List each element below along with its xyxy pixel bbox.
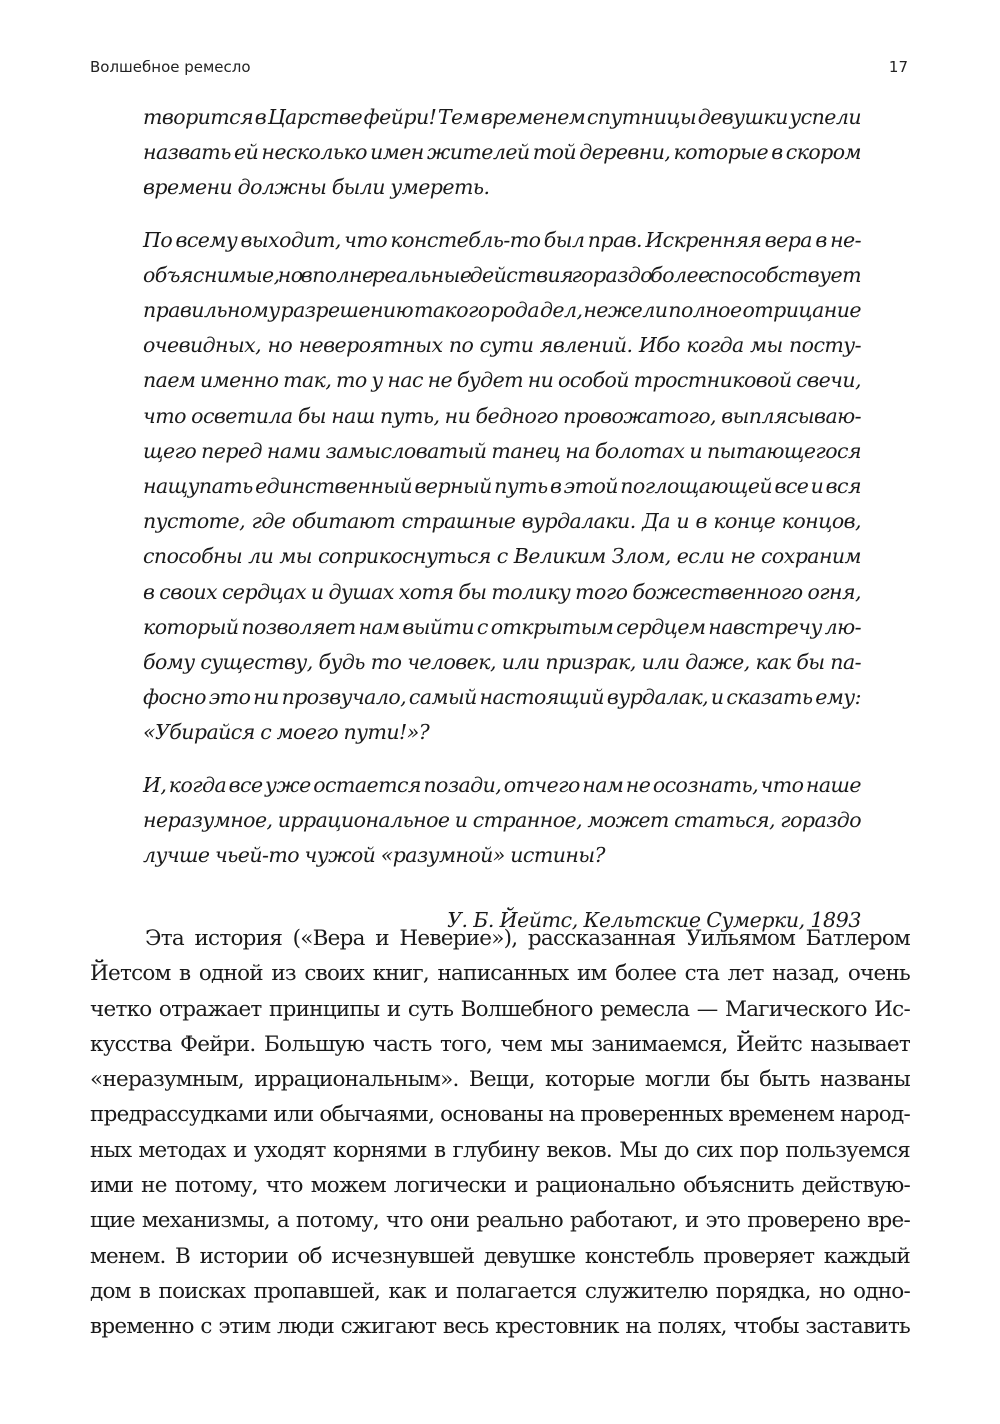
text-line: лучше чьей-то чужой «разумной» истины? [143,843,605,868]
running-head [90,58,908,82]
text-line: объяснимые, но вполне реальные действия гораздо более способствует [143,262,861,287]
text-line: четко отражает принципы и суть Волшебного ремесла — Магического Ис- [90,996,910,1022]
text-line: пустоте, где обитают страшные вурдалаки. Да и в конце концов, [143,509,861,534]
text-line: в своих сердцах и душах хотя бы толику того божественного огня, [143,579,861,604]
text-line: назвать ей несколько имен жителей той деревни, которые в скором [143,140,861,165]
text-line: нащупать единственный верный путь в этой поглощающей все и вся [143,474,861,499]
text-line: творится в Царстве фейри! Тем временем спутницы девушки успели [143,105,861,129]
text-line: ных методах и уходят корнями в глубину веков. Мы до сих пор пользуемся [90,1137,910,1163]
text-line: который позволяет нам выйти с открытым сердцем навстречу лю- [143,614,861,639]
text-line: щие механизмы, а потому, что они реально работают, и это проверено вре- [90,1208,910,1234]
text-line: предрассудками или обычаями, основаны на проверенных временем народ- [90,1102,910,1128]
epigraph-paragraph-3 [143,768,861,874]
text-line: По всему выходит, что констебль-то был прав. Искренняя вера в не- [143,227,861,252]
text-line: времени должны были умереть. [143,175,490,200]
text-line: менем. В истории об исчезнувшей девушке констебль проверяет каждый [90,1243,910,1269]
epigraph-quote [143,100,861,955]
text-line: кусства Фейри. Большую часть того, чем мы занимаемся, Йейтс называет [90,1031,910,1057]
text-line: «неразумным, иррациональным». Вещи, которые могли бы быть названы [90,1067,910,1093]
text-line: паем именно так, то у нас не будет ни особой тростниковой свечи, [143,368,861,393]
text-line: фосно это ни прозвучало, самый настоящий вурдалак, и сказать ему: [143,685,861,710]
body-text [90,921,910,1345]
text-line: дом в поисках пропавшей, как и полагается служителю порядка, но одно- [90,1278,910,1304]
text-line: бому существу, будь то человек, или призрак, или даже, как бы па- [143,650,861,675]
text-line: «Убирайся с моего пути!»? [143,720,430,745]
epigraph-paragraph-2 [143,223,861,751]
text-line: Эта история («Вера и Неверие»), рассказанная Уильямом Батлером [145,926,910,951]
epigraph-paragraph-1 [143,100,861,206]
text-line: что осветила бы наш путь, ни бедного провожатого, выплясываю- [143,403,861,428]
page-number: 17 [888,58,908,76]
text-line: способны ли мы соприкоснуться с Великим Злом, если не сохраним [143,544,861,569]
body-paragraph-1 [90,921,910,1345]
text-line: неразумное, иррациональное и странное, может статься, гораздо [143,807,861,832]
text-line: ими не потому, что можем логически и рационально объяснить действую- [90,1173,910,1199]
text-line: Йетсом в одной из своих книг, написанных им более ста лет назад, очень [90,961,910,987]
text-line: правильному разрешению такого рода дел, нежели полное отрицание [143,298,861,323]
text-line: временно с этим люди сжигают весь крестовник на полях, чтобы заставить [90,1314,910,1340]
text-line: очевидных, но невероятных по сути явлений. Ибо когда мы посту- [143,333,861,358]
book-title: Волшебное ремесло [90,58,251,76]
text-line: щего перед нами замысловатый танец на болотах и пытающегося [143,438,861,463]
text-line: И, когда все уже остается позади, отчего нам не осознать, что наше [143,772,861,797]
epigraph-attribution: У. Б. Йейтс, Кельтские Сумерки, 1893 [447,908,861,933]
